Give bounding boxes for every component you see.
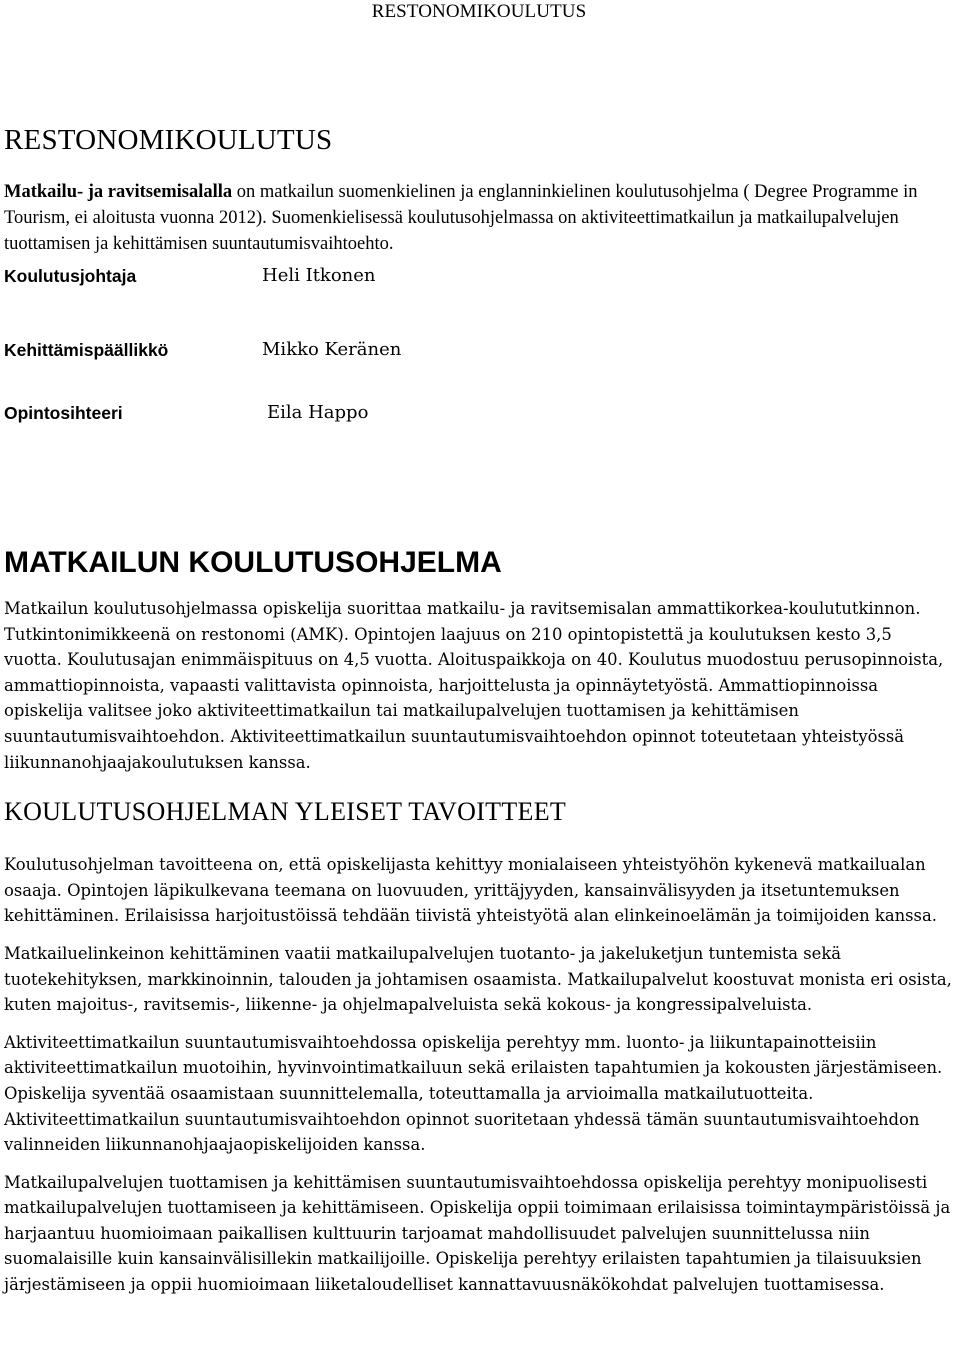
page-title: RESTONOMIKOULUTUS [4,124,333,156]
staff-role: Opintosihteeri [4,403,123,423]
goals-paragraph-4: Matkailupalvelujen tuottamisen ja kehittämisen suuntautumisvaihtoehdossa opiskelija perehtyy monipuolisesti matkailupalvelujen tuottamiseen ja kehittämiseen. Opiskelija oppii toimimaan erilaisissa toimintaympäristöissä ja harjaantuu huomioimaan paikallisen kulttuurin tarjoamat mahdollisuudet palvelujen suunnittelussa niin suomalaisille kuin kansainvälisillekin matkailijoille. Opiskelija perehtyy erilaisten tapahtumien ja tilaisuuksien järjestämiseen ja oppii huomioimaan liiketaloudelliset kannattavuusnäkökohdat palvelujen tuottamisessa. [4,1172,951,1295]
programme-paragraph: Matkailun koulutusohjelmassa opiskelija suorittaa matkailu- ja ravitsemisalan ammattikorkea-koulututkinnon. Tutkintonimikkeenä on restonomi (AMK). Opintojen laajuus on 210 opintopistettä ja koulutuksen kesto 3,5 vuotta. Koulutusajan enimmäispituus on 4,5 vuotta. Aloituspaikkoja on 40. Koulutus muodostuu perusopinnoista, ammattiopinnoista, vapaasti valittavista opinnoista, harjoittelusta ja opinnäytetyöstä. Ammattiopinnoissa opiskelija valitsee joko aktiviteettimatkailun tai matkailupalvelujen tuottamisen ja kehittämisen suuntautumisvaihtoehdon. Aktiviteettimatkailun suuntautumisvaihtoehdon opinnot toteutetaan yhteistyössä liikunnanohjaajakoulutuksen kanssa. [4,599,944,772]
section-heading-goals: KOULUTUSOHJELMAN YLEISET TAVOITTEET [4,797,567,827]
running-header: RESTONOMIKOULUTUS [371,1,587,22]
staff-role: Koulutusjohtaja [4,266,137,286]
staff-name: Mikko Keränen [262,339,402,360]
goals-paragraph-2: Matkailuelinkeinon kehittäminen vaatii matkailupalvelujen tuotanto- ja jakeluketjun tuntemista sekä tuotekehityksen, markkinoinnin, talouden ja johtamisen osaamista. Matkailupalvelut koostuvat monista eri osista, kuten majoitus-, ravitsemis-, liikenne- ja ohjelmapalveluista sekä kokous- ja kongressipalveluista. [4,943,952,1015]
goals-paragraph-3: Aktiviteettimatkailun suuntautumisvaihtoehdossa opiskelija perehtyy mm. luonto- ja liikuntapainotteisiin aktiviteettimatkailun muotoihin, hyvinvointimatkailuun sekä erilaisten tapahtumien ja kokousten järjestämiseen. Opiskelija syventää osaamistaan suunnittelemalla, toteuttamalla ja arvioimalla matkailutuotteita. Aktiviteettimatkailun suuntautumisvaihtoehdon opinnot suoritetaan yhdessä tämän suuntautumisvaihtoehdon valinneiden liikunnanohjaajaopiskelijoiden kanssa. [4,1032,943,1155]
staff-list [4,257,954,423]
intro-paragraph [4,179,954,257]
staff-name: Eila Happo [267,402,369,423]
staff-name: Heli Itkonen [262,265,376,286]
intro-lead: Matkailu- ja ravitsemisalalla [4,182,233,202]
goals-paragraph-1: Koulutusohjelman tavoitteena on, että opiskelijasta kehittyy monialaiseen yhteistyöhön kykenevä matkailualan osaaja. Opintojen läpikulkevana teemana on luovuuden, yrittäjyyden, kansainvälisyyden ja itsetuntemuksen kehittäminen. Erilaisissa harjoitustöissä tehdään tiivistä yhteistyötä alan elinkeinoelämän ja toimijoiden kanssa. [4,855,937,926]
intro-text: on matkailun suomenkielinen ja englanninkielinen koulutusohjelma ( Degree Programme in Tourism, ei aloitusta vuonna 2012). Suomenkielisessä koulutusohjelmassa on aktiviteettimatkailun ja matkailupalvelujen tuottamisen ja kehittämisen suuntautumisvaihtoehto. [4,182,918,254]
document-page [4,0,954,1298]
staff-role: Kehittämispäällikkö [4,340,169,360]
section-heading-programme: MATKAILUN KOULUTUSOHJELMA [4,546,502,579]
